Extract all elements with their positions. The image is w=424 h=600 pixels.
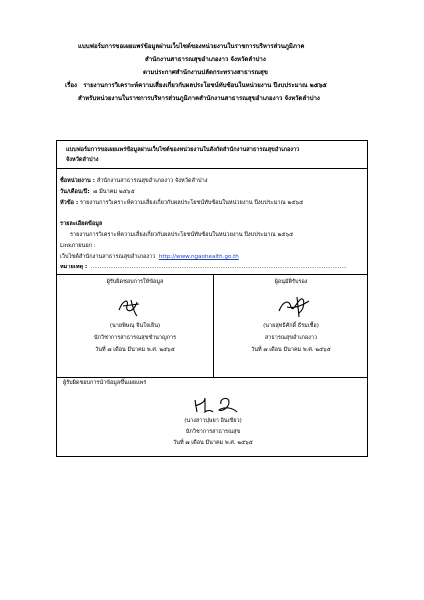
bottom-signature-image <box>191 394 241 416</box>
note-label: หมายเหตุ : <box>60 265 88 270</box>
header-line-3: ตามประกาศสำนักงานปลัดกระทรวงสาธารณสุข <box>143 69 268 76</box>
header-line-4 <box>65 83 424 89</box>
link-row <box>60 255 239 261</box>
agency-value: สำนักงานสาธารณสุขอำเภองาว จังหวัดลำปาง <box>96 178 208 184</box>
link-prefix: เว็บไซต์สำนักงานสาธารณสุขอำเภองาว <box>60 254 156 260</box>
detail-value: รายงานการวิเคราะห์ความเสี่ยงเกี่ยวกับผลประโยชน์ทับซ้อนในหน่วยงาน ปีงบประมาณ ๒๕๖๕ <box>70 232 294 238</box>
right-signer-position: สาธารณสุขอำเภองาว <box>264 335 318 341</box>
note-row <box>60 265 360 271</box>
right-signer-name: (นายสุทธิศักดิ์ ธีรมเชื้อ) <box>263 323 319 329</box>
form-box <box>56 140 368 457</box>
website-link[interactable]: http://www.ngaohealth.go.th <box>158 254 239 260</box>
signature-section-mid-rule <box>57 377 367 378</box>
date-value: ๗ มีนาคม ๒๕๖๕ <box>93 189 135 195</box>
signature-section-top-rule <box>57 274 367 275</box>
left-signer-position: นักวิชาการสาธารณสุขชำนาญการ <box>93 335 177 341</box>
header-line-1: แบบฟอร์มการขอเผยแพร่ข้อมูลผ่านเว็บไซต์ของหน่วยงานในราชการบริหารส่วนภูมิภาค <box>78 43 305 50</box>
agency-row <box>60 179 207 185</box>
right-signer-date: วันที่ ๗ เดือน มีนาคม พ.ศ. ๒๕๖๕ <box>251 347 331 353</box>
agency-label: ชื่อหน่วยงาน : <box>60 178 95 184</box>
subject-label: หัวข้อ : <box>60 200 79 206</box>
subject-prefix: เรื่อง <box>65 82 77 89</box>
right-signer-role: ผู้อนุมัติรับรอง <box>274 279 308 285</box>
bottom-signer-date: วันที่ ๗ เดือน มีนาคม พ.ศ. ๒๕๖๕ <box>173 440 253 446</box>
left-signature-image <box>113 296 149 318</box>
link-label: Linkภายนอก : <box>60 243 96 249</box>
right-signature-image <box>275 295 315 319</box>
date-row <box>60 190 135 196</box>
note-dots: ................................................................................................................................................ <box>90 265 347 270</box>
form-title-line-1: แบบฟอร์มการขอเผยแพร่ข้อมูลผ่านเว็บไซต์ของหน่วยงานในสังกัดสำนักงานสาธารณสุขอำเภองาว <box>66 147 300 153</box>
form-title-band <box>57 141 367 169</box>
subject-title: รายงานการวิเคราะห์ความเสี่ยงเกี่ยวกับผลประโยชน์ทับซ้อนในหน่วยงาน ปีงบประมาณ ๒๕๖๕ <box>83 82 327 89</box>
date-label: วัน/เดือน/ปี: <box>60 189 90 195</box>
left-signer-role: ผู้รับผิดชอบการให้ข้อมูล <box>106 279 164 285</box>
bottom-signer-position: นักวิชาการสาธารณสุข <box>185 429 241 435</box>
left-signer-date: วันที่ ๗ เดือน มีนาคม พ.ศ. ๒๕๖๕ <box>95 347 175 353</box>
bottom-signer-role: ผู้รับผิดชอบการนำข้อมูลขึ้นเผยแพร่ <box>63 380 147 386</box>
bottom-signer-name: (นางสาวปุษยา อินเขียว) <box>184 418 242 424</box>
subject-row <box>60 201 303 207</box>
form-title-line-2: จังหวัดลำปาง <box>66 157 99 163</box>
left-signer-name: (นายพิษณุ จินใจเย็น) <box>109 323 161 329</box>
detail-label: รายละเอียดข้อมูล <box>60 221 103 227</box>
header-line-2: สำนักงานสาธารณสุขอำเภองาว จังหวัดลำปาง <box>145 56 266 63</box>
header-line-5: สำหรับหน่วยงานในราชการบริหารส่วนภูมิภาคสำนักงานสาธารณสุขอำเภองาว จังหวัดลำปาง <box>78 95 320 102</box>
subject-value: รายงานการวิเคราะห์ความเสี่ยงเกี่ยวกับผลประโยชน์ทับซ้อนในหน่วยงาน ปีงบประมาณ ๒๕๖๕ <box>79 200 304 206</box>
